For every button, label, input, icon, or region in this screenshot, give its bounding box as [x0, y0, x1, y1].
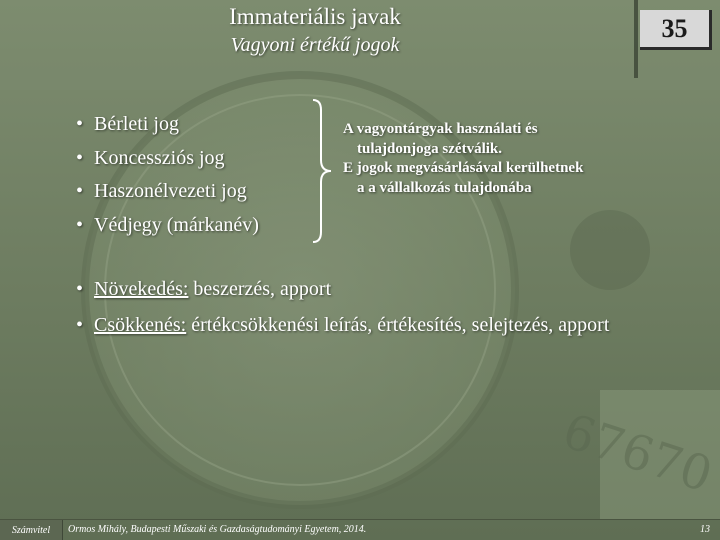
note-line: tulajdonjoga szétválik. [357, 140, 503, 157]
footer-left: Számvitel [0, 520, 63, 540]
list-item [76, 312, 696, 338]
slide-title: Immateriális javak [229, 4, 401, 29]
rights-list [76, 108, 316, 242]
list-item: • Védjegy (márkanév) [76, 209, 316, 243]
footer-page-number: 13 [700, 524, 710, 535]
rights-note [343, 120, 720, 198]
curly-brace-icon [311, 98, 333, 244]
list-item [76, 276, 696, 302]
list-item: • Bérleti jog [76, 108, 316, 142]
decrease-term: Csökkenés: [94, 314, 187, 336]
changes-list [76, 276, 696, 338]
list-item: • Haszonélvezeti jog [76, 175, 316, 209]
footer [0, 520, 720, 540]
decrease-text: értékcsökkenési leírás, értékesítés, selejtezés, apport [186, 314, 610, 336]
note-line: E jogok megvásárlásával kerülhetnek [343, 160, 584, 176]
footer-center: Ormos Mihály, Budapesti Műszaki és Gazdaságtudományi Egyetem, 2014. [68, 524, 367, 535]
note-line: a a vállalkozás tulajdonába [357, 179, 532, 196]
increase-text: beszerzés, apport [188, 278, 332, 300]
list-item: • Koncessziós jog [76, 142, 316, 176]
slide-subtitle: Vagyoni értékű jogok [230, 34, 400, 56]
increase-term: Növekedés: [94, 278, 189, 300]
page-number-badge: 35 [640, 10, 712, 50]
svg-text:67670: 67670 [556, 403, 719, 504]
note-line: A vagyontárgyak használati és [343, 121, 538, 137]
